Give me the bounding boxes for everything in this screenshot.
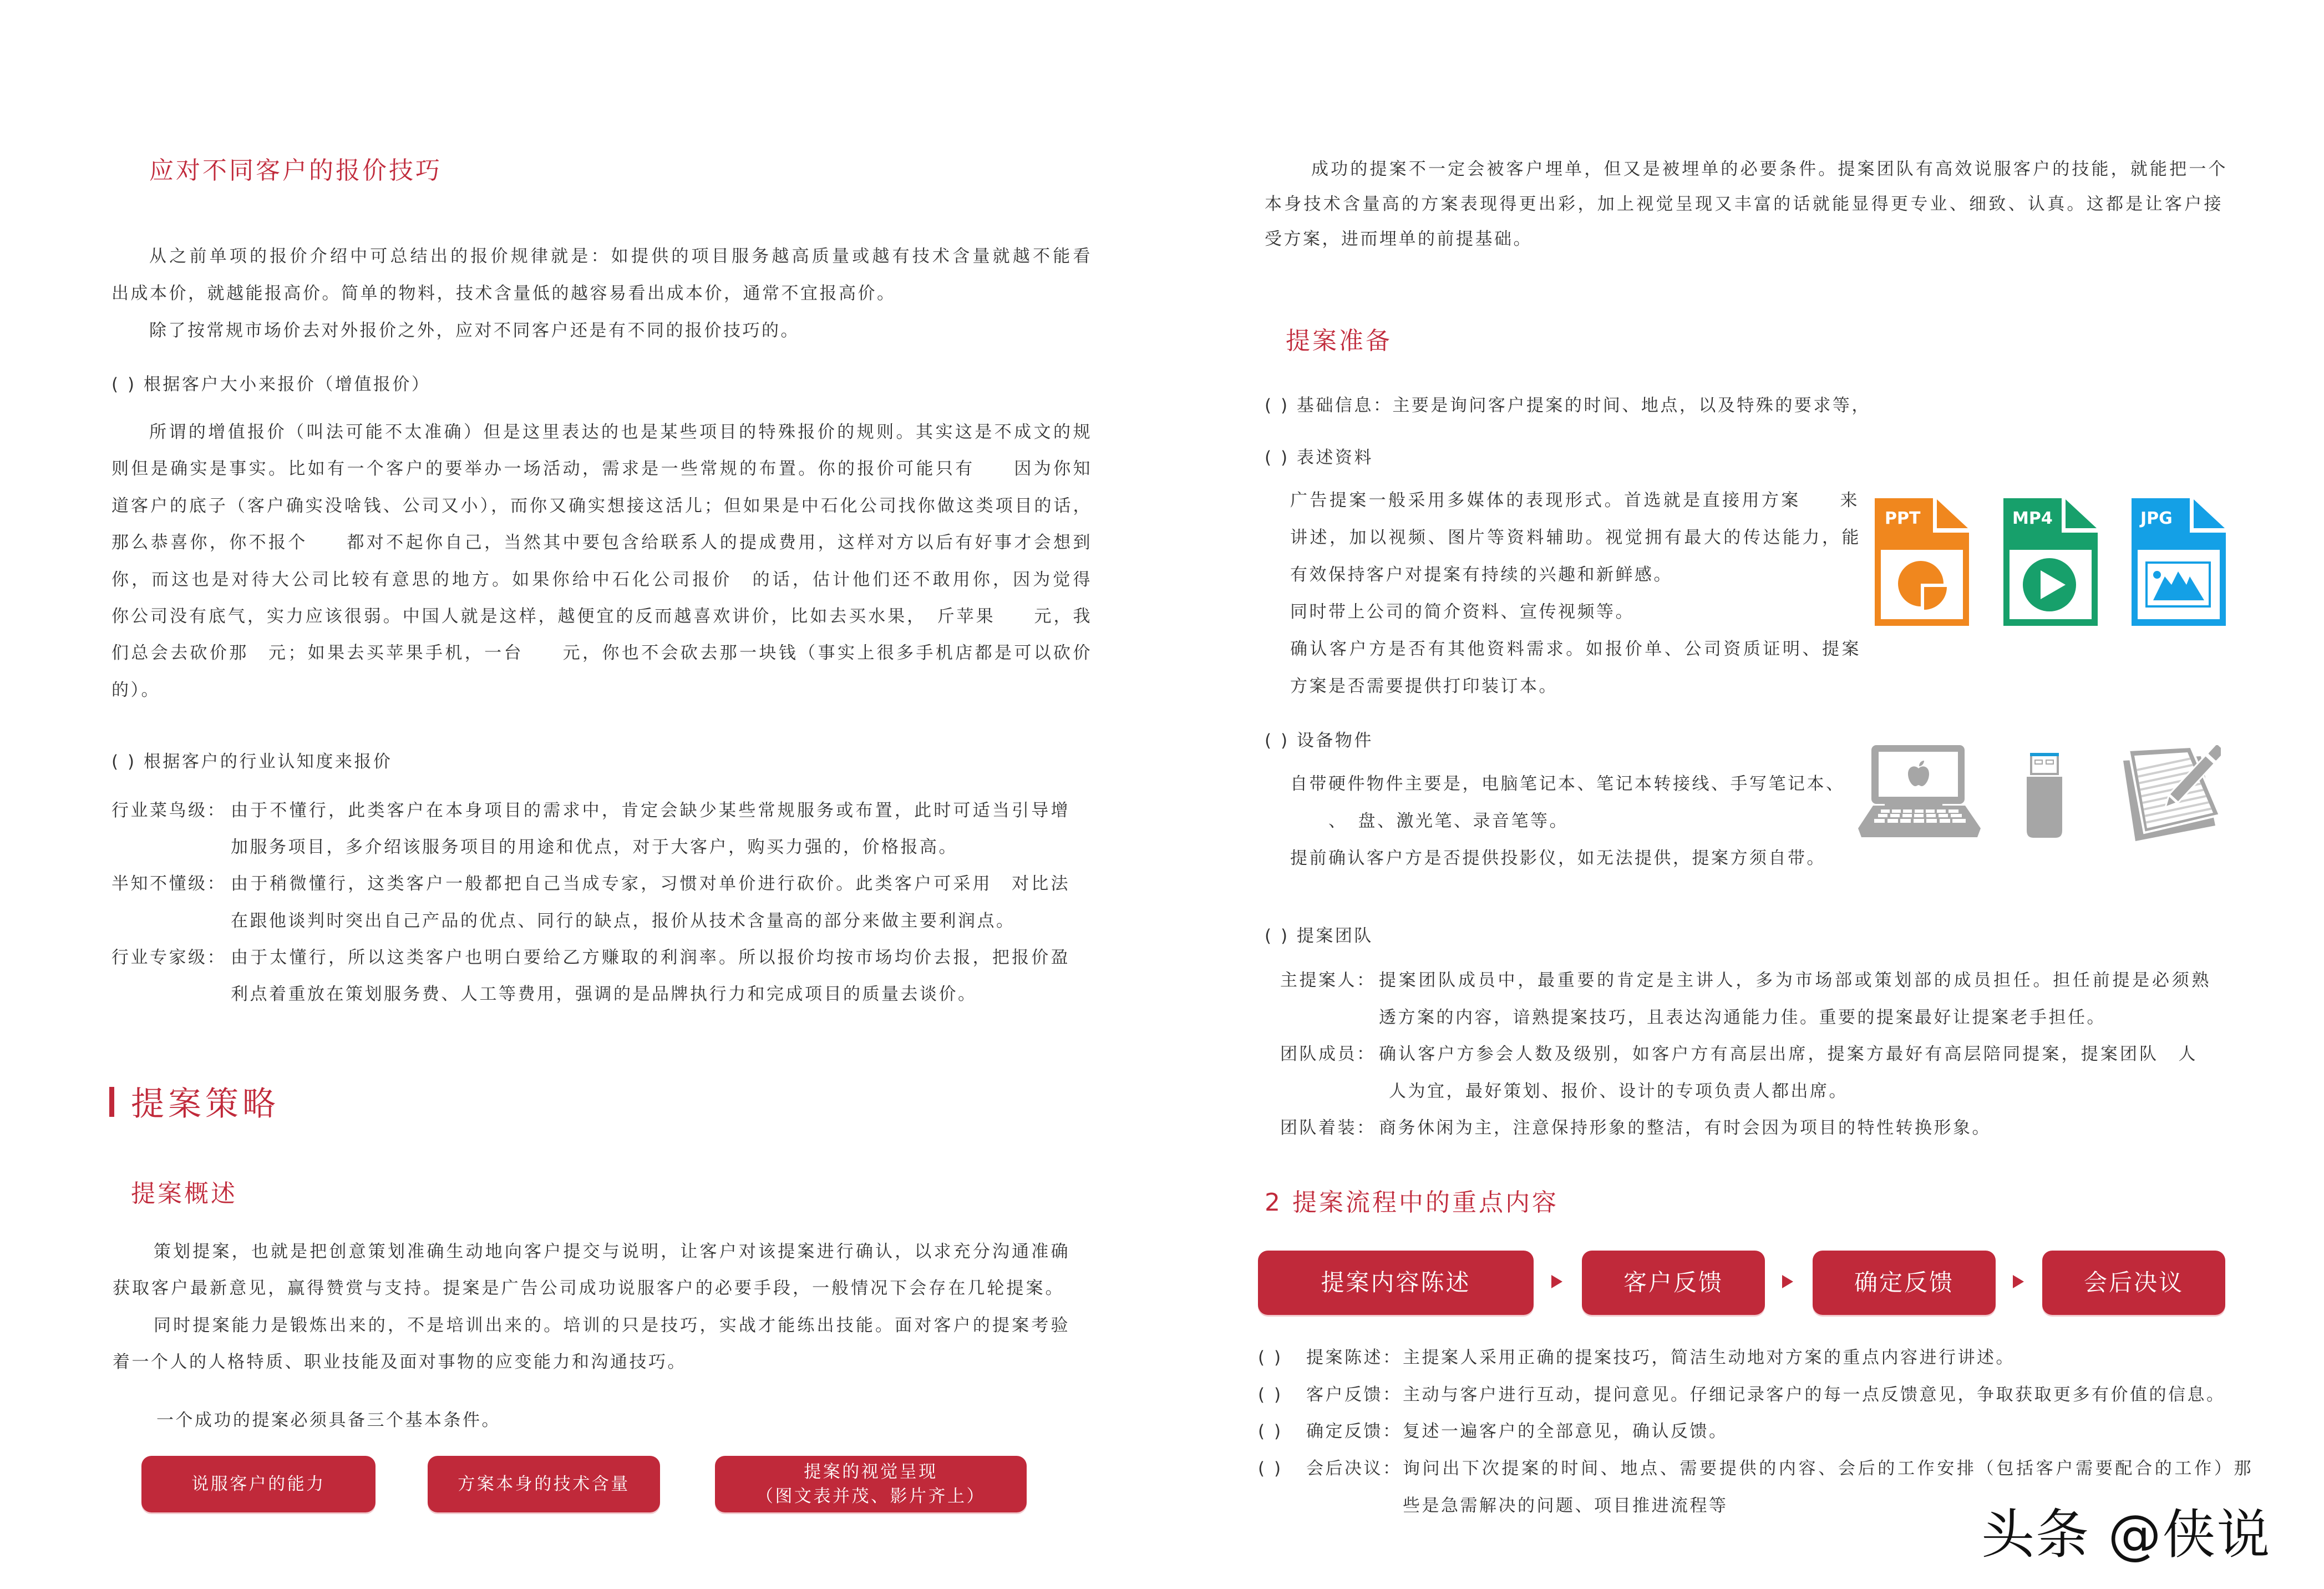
role-team-members xyxy=(1280,1036,2211,1110)
awareness-levels xyxy=(111,792,1070,1013)
step-label: 会后决议 xyxy=(2083,1269,2184,1296)
mp4-file-icon xyxy=(2003,498,2098,626)
basic-info-item: ( ) 基础信息：主要是询问客户提案的时间、地点，以及特殊的要求等， xyxy=(1265,396,1871,416)
conditions-intro: 一个成功的提案必须具备三个基本条件。 xyxy=(156,1410,501,1430)
paragraph-line: 道客户的底子（客户确实没啥钱、公司又小），而你又确实想接这活儿；但如果是中石化公司找你做这类项目的话， xyxy=(111,495,1092,516)
paragraph-line: 有效保持客户对提案有持续的兴趣和新鲜感。 xyxy=(1290,565,1673,585)
process-step-post-meeting-resolution xyxy=(2042,1251,2225,1315)
detail-label: 会后决议： xyxy=(1306,1459,1402,1479)
paragraph-line: 你，而这也是对待大公司比较有意思的地方。如果你给中石化公司报价 的话，估计他们还不敢用你，因为觉得 xyxy=(111,569,1092,590)
paragraph-line: 你公司没有底气，实力应该很弱。中国人就是这样，越便宜的反而越喜欢讲价，比如去买水果， 斤苹果 元，我 xyxy=(111,606,1092,627)
paragraph-line: 讲述，加以视频、图片等资料辅助。视觉拥有最大的传达能力，能 xyxy=(1290,528,1861,548)
paragraph-line: 由于稍微懂行，这类客户一般都把自己当成专家，习惯对单价进行砍价。此类客户可采用 对比法 xyxy=(231,874,1070,894)
paragraph-line: 从之前单项的报价介绍中可总结出的报价规律就是：如提供的项目服务越高质量或越有技术含量就越不能看 xyxy=(149,246,1092,266)
level-description xyxy=(231,939,1070,1013)
detail-description xyxy=(1403,1413,1728,1450)
paragraph-line: 的）。 xyxy=(111,680,160,700)
item-marker: ( ) xyxy=(1258,1459,1283,1479)
overview-paragraph xyxy=(113,1233,1070,1380)
materials-paragraph xyxy=(1290,482,1861,705)
section-accent-bar xyxy=(109,1087,114,1117)
chapter-title-strategy: 提案策略 xyxy=(131,1085,280,1124)
paragraph-line: 受方案，进而埋单的前提基础。 xyxy=(1265,229,1533,249)
condition-label: 说服客户的能力 xyxy=(191,1474,326,1494)
role-dress-code xyxy=(1280,1110,2211,1147)
detail-confirm-feedback xyxy=(1258,1413,2253,1450)
paragraph-line: 、 盘、激光笔、录音笔等。 xyxy=(1290,811,1569,831)
subsection-title-materials: ( ) 表述资料 xyxy=(1265,448,1373,468)
role-lead-presenter xyxy=(1280,962,2211,1036)
process-step-confirm-feedback xyxy=(1813,1251,1996,1315)
step-label: 提案内容陈述 xyxy=(1321,1269,1471,1296)
arrow-right-icon xyxy=(2013,1275,2024,1288)
paragraph-line: 商务休闲为主，注意保持形象的整洁，有时会因为项目的特性转换形象。 xyxy=(1379,1118,1991,1138)
paragraph-line: 着一个人的人格特质、职业技能及面对事物的应变能力和沟通技巧。 xyxy=(113,1352,687,1372)
paragraph-line: 由于太懂行，所以这类客户也明白要给乙方赚取的利润率。所以报价均按市场均价去报，把报价盈 xyxy=(231,947,1070,968)
paragraph-line: 提案团队成员中，最重要的肯定是主讲人，多为市场部或策划部的成员担任。担任前提是必须熟 xyxy=(1379,970,2211,990)
paragraph-line: 策划提案，也就是把创意策划准确生动地向客户提交与说明，让客户对该提案进行确认，以求充分沟通准确 xyxy=(154,1242,1070,1262)
paragraph-line: 主提案人采用正确的提案技巧，简洁生动地对方案的重点内容进行讲述。 xyxy=(1403,1348,2015,1368)
role-label: 团队成员： xyxy=(1280,1044,1376,1064)
detail-label: 确定反馈： xyxy=(1306,1421,1402,1442)
condition-label: 方案本身的技术含量 xyxy=(458,1474,630,1494)
role-label: 团队着装： xyxy=(1280,1118,1376,1138)
condition-technical-content xyxy=(428,1456,660,1512)
process-step-presentation xyxy=(1258,1251,1534,1315)
paragraph-line: 出成本价，就越能报高价。简单的物料，技术含量低的越容易看出成本价，通常不宜报高价。 xyxy=(111,284,896,303)
level-expert xyxy=(111,939,1070,1013)
section-title-pricing-tips: 应对不同客户的报价技巧 xyxy=(149,156,442,185)
paragraph-line: 确认客户方参会人数及级别，如客户方有高层出席，提案方最好有高层陪同提案，提案团队 人 xyxy=(1379,1044,2198,1064)
paragraph-line: 除了按常规市场价去对外报价之外，应对不同客户还是有不同的报价技巧的。 xyxy=(149,321,800,341)
paragraph-line: 方案是否需要提供打印装订本。 xyxy=(1290,676,1558,696)
level-novice xyxy=(111,792,1070,866)
detail-client-feedback xyxy=(1258,1377,2253,1414)
subsection-title-by-size: ( ) 根据客户大小来报价（增值报价） xyxy=(111,375,431,394)
equipment-paragraph xyxy=(1290,766,1845,877)
paragraph-line: 同时提案能力是锻炼出来的，不是培训出来的。培训的只是技巧，实战才能练出技能。面对客户的提案考验 xyxy=(154,1315,1070,1335)
file-type-label: PPT xyxy=(1885,509,1921,528)
file-type-label: MP4 xyxy=(2012,509,2053,528)
paragraph-line: 们总会去砍价那 元；如果去买苹果手机，一台 元，你也不会砍去那一块钱（事实上很多手机店都是可以砍价 xyxy=(111,643,1092,664)
team-roles xyxy=(1280,962,2211,1147)
paragraph-line: 在跟他谈判时突出自己产品的优点、同行的缺点，报价从技术含量高的部分来做主要利润点。 xyxy=(231,910,1016,931)
level-intermediate xyxy=(111,866,1070,939)
subsection-title-by-awareness: ( ) 根据客户的行业认知度来报价 xyxy=(111,752,393,772)
detail-label: 客户反馈： xyxy=(1306,1384,1402,1405)
paragraph-line: 获取客户最新意见，赢得赞赏与支持。提案是广告公司成功说服客户的必要手段，一般情况下会存在几轮提案。 xyxy=(113,1278,1064,1299)
paragraph-line: 复述一遍客户的全部意见，确认反馈。 xyxy=(1403,1421,1728,1442)
paragraph-line: 加服务项目，多介绍该服务项目的用途和优点，对于大客户，购买力强的，价格报高。 xyxy=(231,837,958,858)
paragraph-line: 询问出下次提案的时间、地点、需要提供的内容、会后的工作安排（包括客户需要配合的工作）那 xyxy=(1403,1459,2253,1479)
paragraph-line: 透方案的内容，谙熟提案技巧，且表达沟通能力佳。重要的提案最好让提案老手担任。 xyxy=(1379,1007,2106,1028)
condition-label: 提案的视觉呈现 xyxy=(804,1462,938,1482)
paragraph-line: 利点着重放在策划服务费、人工等费用，强调的是品牌执行力和完成项目的质量去谈价。 xyxy=(231,984,977,1005)
item-marker: ( ) xyxy=(1258,1421,1283,1442)
role-description xyxy=(1379,1110,1991,1147)
paragraph-line: 由于不懂行，此类客户在本身项目的需求中，肯定会缺少某些常规服务或布置，此时可适当引导增 xyxy=(231,801,1070,821)
file-type-label: JPG xyxy=(2140,509,2173,528)
item-marker: ( ) xyxy=(1258,1384,1283,1405)
level-description xyxy=(231,866,1070,939)
paragraph-line: 成功的提案不一定会被客户埋单，但又是被埋单的必要条件。提案团队有高效说服客户的技能，就能把一个 xyxy=(1311,159,2227,179)
step-label: 客户反馈 xyxy=(1623,1269,1723,1296)
paragraph-line: 提前确认客户方是否提供投影仪，如无法提供，提案方须自带。 xyxy=(1290,848,1826,868)
paragraph-line: 些是急需解决的问题、项目推进流程等 xyxy=(1403,1495,1728,1516)
paragraph-line: 则但是确实是事实。比如有一个客户的要举办一场活动，需求是一些常规的布置。你的报价可能只有 因为你知 xyxy=(111,459,1092,479)
paragraph-line: 所谓的增值报价（叫法可能不太准确）但是这里表达的也是某些项目的特殊报价的规则。其实这是不成文的规 xyxy=(149,422,1092,442)
condition-sublabel: （图文表并茂、影片齐上） xyxy=(756,1486,986,1506)
condition-visual-presentation xyxy=(715,1456,1027,1512)
level-label: 行业专家级： xyxy=(111,947,226,968)
role-label: 主提案人： xyxy=(1280,970,1376,990)
step-label: 确定反馈 xyxy=(1854,1269,1954,1296)
paragraph-line: 人为宜，最好策划、报价、设计的专项负责人都出席。 xyxy=(1389,1081,1848,1101)
by-size-paragraph xyxy=(111,414,1092,709)
process-step-client-feedback xyxy=(1582,1251,1765,1315)
level-description xyxy=(231,792,1070,866)
level-label: 半知不懂级： xyxy=(111,874,226,894)
paragraph-line: 确认客户方是否有其他资料需求。如报价单、公司资质证明、提案 xyxy=(1290,639,1861,659)
section-title-preparation: 提案准备 xyxy=(1286,327,1392,355)
paragraph-line: 本身技术含量高的方案表现得更出彩，加上视觉呈现又丰富的话就能显得更专业、细致、认真。这都是让客户接 xyxy=(1265,194,2223,214)
subsection-title-equipment: ( ) 设备物件 xyxy=(1265,731,1373,751)
paragraph-line: 主动与客户进行互动，提问意见。仔细记录客户的每一点反馈意见，争取获取更多有价值的信息。 xyxy=(1403,1384,2226,1405)
detail-label: 提案陈述： xyxy=(1306,1348,1402,1368)
subsection-title-team: ( ) 提案团队 xyxy=(1265,926,1373,946)
ppt-file-icon xyxy=(1875,498,1969,626)
paragraph-line: 那么恭喜你，你不报个 都对不起你自己，当然其中要包含给联系人的提成费用，这样对方以后有好事才会想到 xyxy=(111,533,1092,553)
pricing-intro xyxy=(111,238,1092,350)
section-title-overview: 提案概述 xyxy=(131,1180,237,1208)
role-description xyxy=(1379,1036,2198,1110)
condition-persuasion xyxy=(141,1456,376,1512)
section-title-process: 2 提案流程中的重点内容 xyxy=(1265,1188,1559,1217)
paragraph-line: 同时带上公司的简介资料、宣传视频等。 xyxy=(1290,602,1635,622)
watermark: 头条 @侠说 xyxy=(1981,1504,2271,1566)
detail-presentation xyxy=(1258,1339,2253,1377)
right-intro-paragraph xyxy=(1265,152,2227,257)
usb-drive-icon xyxy=(2027,753,2062,838)
arrow-right-icon xyxy=(1782,1275,1793,1288)
laptop-icon xyxy=(1858,745,1981,838)
level-label: 行业菜鸟级： xyxy=(111,801,226,821)
role-description xyxy=(1379,962,2211,1036)
jpg-file-icon xyxy=(2132,498,2226,626)
detail-description xyxy=(1403,1339,2015,1377)
notepad-pencil-icon xyxy=(2123,745,2221,841)
item-marker: ( ) xyxy=(1258,1348,1283,1368)
detail-description xyxy=(1403,1377,2226,1414)
paragraph-line: 自带硬件物件主要是，电脑笔记本、笔记本转接线、手写笔记本、 xyxy=(1290,774,1845,794)
arrow-right-icon xyxy=(1551,1275,1562,1288)
paragraph-line: 广告提案一般采用多媒体的表现形式。首选就是直接用方案 来 xyxy=(1290,490,1859,510)
